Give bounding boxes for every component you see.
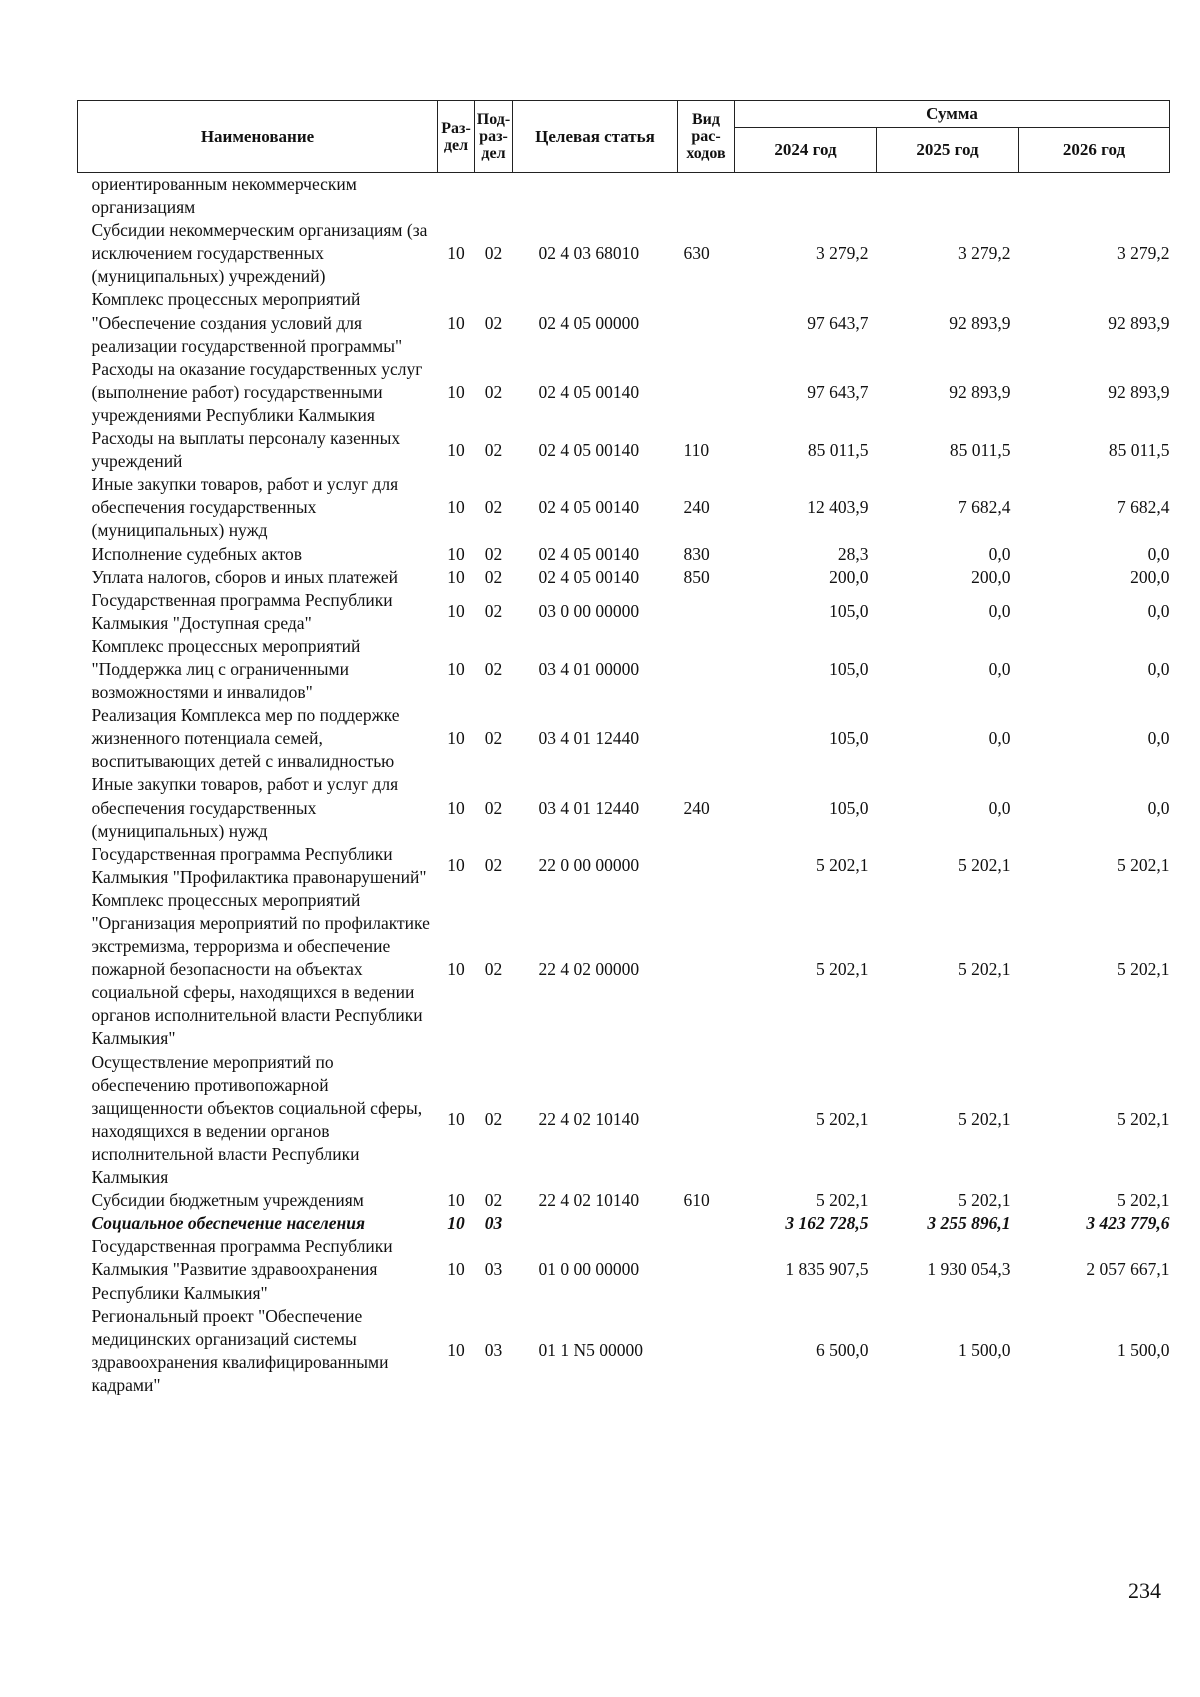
- row-name: Расходы на оказание государственных услуг (выполнение работ) государственными учреждениями Республики Калмыкия: [91, 358, 423, 425]
- row-razdel: 10: [447, 855, 465, 876]
- row-sum-2024: 85 011,5: [807, 439, 869, 460]
- table-row: [78, 635, 1170, 704]
- table-row: [78, 543, 1170, 566]
- budget-table: [77, 100, 1170, 1397]
- row-sum-2025: 0,0: [988, 601, 1011, 622]
- row-sum-2025: 0,0: [988, 728, 1011, 749]
- row-target-code: 02 4 05 00000: [538, 312, 640, 333]
- row-expense-kind: 610: [683, 1190, 710, 1211]
- row-podrazdel: [475, 173, 513, 220]
- row-sum-2026: 200,0: [1130, 566, 1170, 587]
- table-row: [78, 1212, 1170, 1235]
- table-row: [78, 358, 1170, 427]
- row-sum-2026: 0,0: [1147, 543, 1170, 564]
- header-name: Наименование: [78, 101, 438, 173]
- row-expense-kind: 630: [683, 243, 710, 264]
- row-target-code: 22 4 02 10140: [538, 1190, 640, 1211]
- table-row: [78, 889, 1170, 1051]
- row-sum-2024: 5 202,1: [816, 1190, 869, 1211]
- row-podrazdel: 02: [484, 543, 503, 564]
- table-row: [78, 773, 1170, 842]
- row-sum-2026: 5 202,1: [1117, 855, 1170, 876]
- row-razdel: 10: [447, 439, 465, 460]
- row-sum-2025: 92 893,9: [949, 312, 1011, 333]
- row-razdel: 10: [447, 312, 465, 333]
- row-sum-2026: 92 893,9: [1108, 381, 1170, 402]
- row-name: Государственная программа Республики Калмыкия "Доступная среда": [91, 589, 393, 633]
- row-expense-kind: [678, 1305, 735, 1397]
- row-podrazdel: 02: [484, 312, 503, 333]
- row-name: Региональный проект "Обеспечение медицинских организаций системы здравоохранения квалифицированными кадрами": [91, 1305, 389, 1395]
- table-row: [78, 566, 1170, 589]
- row-sum-2024: 105,0: [829, 797, 869, 818]
- header-year-2024: 2024 год: [735, 128, 877, 173]
- row-target-code: 01 1 N5 00000: [538, 1340, 644, 1361]
- row-sum-2025: 0,0: [988, 658, 1011, 679]
- row-target-code: 22 0 00 00000: [538, 855, 640, 876]
- row-sum-2024: 97 643,7: [807, 381, 869, 402]
- row-name: Комплекс процессных мероприятий "Обеспечение создания условий для реализации государственной программы": [91, 289, 403, 356]
- row-sum-2026: 85 011,5: [1108, 439, 1170, 460]
- row-sum-2026: 92 893,9: [1108, 312, 1170, 333]
- row-sum-2025: 1 930 054,3: [927, 1259, 1011, 1280]
- row-sum-2026: 3 423 779,6: [1086, 1213, 1170, 1234]
- row-sum-2024: 105,0: [829, 728, 869, 749]
- row-target-code: 02 4 05 00140: [538, 439, 640, 460]
- row-name: Осуществление мероприятий по обеспечению противопожарной защищенности объектов социальной сферы, находящихся в ведении органов исполнительной власти Республики Калмыкия: [91, 1051, 423, 1188]
- row-sum-2026: 2 057 667,1: [1086, 1259, 1170, 1280]
- table-row: [78, 1235, 1170, 1304]
- table-row: [78, 219, 1170, 288]
- row-target-code: 02 4 05 00140: [538, 381, 640, 402]
- row-razdel: 10: [447, 497, 465, 518]
- row-sum-2024: 5 202,1: [816, 1109, 869, 1130]
- row-razdel: 10: [447, 1340, 465, 1361]
- row-podrazdel: 02: [484, 728, 503, 749]
- row-razdel: 10: [447, 381, 465, 402]
- row-sum-2025: 7 682,4: [958, 497, 1011, 518]
- row-expense-kind: [678, 589, 735, 635]
- row-sum-2026: 1 500,0: [1117, 1340, 1170, 1361]
- row-sum-2024: 1 835 907,5: [785, 1259, 869, 1280]
- row-razdel: 10: [447, 1213, 465, 1234]
- row-expense-kind: [678, 358, 735, 427]
- row-name: Комплекс процессных мероприятий "Организация мероприятий по профилактике экстремизма, терроризма и обеспечение пожарной безопасности на объектах социальной сферы, находящихся в ведении органов исполнительной власти Республики Калмыкия": [91, 889, 430, 1049]
- row-name: Социальное обеспечение населения: [91, 1213, 365, 1234]
- row-podrazdel: 03: [484, 1259, 503, 1280]
- row-sum-2024: 6 500,0: [816, 1340, 869, 1361]
- row-podrazdel: 02: [484, 381, 503, 402]
- row-target-code: 22 4 02 00000: [538, 959, 640, 980]
- row-razdel: 10: [447, 658, 465, 679]
- row-target-code: 01 0 00 00000: [538, 1259, 640, 1280]
- row-expense-kind: [678, 1235, 735, 1304]
- row-target-code: 02 4 03 68010: [538, 243, 640, 264]
- table-row: [78, 288, 1170, 357]
- row-podrazdel: 02: [484, 1190, 503, 1211]
- row-sum-2026: 0,0: [1147, 797, 1170, 818]
- row-sum-2025: [877, 173, 1019, 220]
- row-expense-kind: 110: [683, 439, 710, 460]
- row-target-code: 22 4 02 10140: [538, 1109, 640, 1130]
- table-row: [78, 1189, 1170, 1212]
- table-row: [78, 589, 1170, 635]
- row-name: Субсидии некоммерческим организациям (за исключением государственных (муниципальных) учреждений): [91, 220, 428, 287]
- row-podrazdel: 02: [484, 439, 503, 460]
- row-razdel: 10: [447, 797, 465, 818]
- row-target-code: 03 4 01 12440: [538, 797, 640, 818]
- row-sum-2024: 3 162 728,5: [785, 1213, 869, 1234]
- row-expense-kind: 240: [683, 797, 710, 818]
- header-year-2025: 2025 год: [877, 128, 1019, 173]
- row-name: Комплекс процессных мероприятий "Поддержка лиц с ограниченными возможностями и инвалидов": [91, 635, 361, 703]
- row-expense-kind: 830: [683, 543, 710, 564]
- table-body: [78, 173, 1170, 1397]
- row-name: Государственная программа Республики Калмыкия "Профилактика правонарушений": [91, 843, 427, 887]
- row-name: Реализация Комплекса мер по поддержке жизненного потенциала семей, воспитывающих детей с инвалидностью: [91, 705, 400, 772]
- row-sum-2025: 5 202,1: [958, 1109, 1011, 1130]
- row-razdel: 10: [447, 243, 465, 264]
- row-sum-2024: 28,3: [837, 543, 869, 564]
- header-podrazdel: Под-раз-дел: [475, 101, 513, 173]
- row-target-code: 03 4 01 12440: [538, 728, 640, 749]
- header-razdel: Раз-дел: [438, 101, 475, 173]
- header-sum: Сумма: [735, 101, 1170, 128]
- row-podrazdel: 02: [484, 1109, 503, 1130]
- row-podrazdel: 02: [484, 497, 503, 518]
- row-podrazdel: 02: [484, 243, 503, 264]
- row-sum-2025: 92 893,9: [949, 381, 1011, 402]
- row-sum-2024: 5 202,1: [816, 959, 869, 980]
- row-razdel: [438, 173, 475, 220]
- row-target-code: [513, 1212, 678, 1235]
- row-sum-2025: 0,0: [988, 797, 1011, 818]
- row-podrazdel: 02: [484, 658, 503, 679]
- row-razdel: 10: [447, 728, 465, 749]
- row-sum-2024: 200,0: [829, 566, 869, 587]
- row-sum-2025: 200,0: [971, 566, 1011, 587]
- row-podrazdel: 02: [484, 855, 503, 876]
- row-sum-2026: 3 279,2: [1117, 243, 1170, 264]
- row-name: Иные закупки товаров, работ и услуг для обеспечения государственных (муниципальных) нужд: [91, 774, 399, 841]
- row-sum-2026: 0,0: [1147, 601, 1170, 622]
- row-expense-kind: [678, 1051, 735, 1190]
- row-podrazdel: 02: [484, 959, 503, 980]
- row-expense-kind: [678, 704, 735, 773]
- row-target-code: 02 4 05 00140: [538, 497, 640, 518]
- row-expense-kind: 240: [683, 497, 710, 518]
- row-podrazdel: 03: [484, 1340, 503, 1361]
- row-podrazdel: 02: [484, 601, 503, 622]
- row-sum-2025: 0,0: [988, 543, 1011, 564]
- table-row: [78, 1305, 1170, 1397]
- row-sum-2024: 105,0: [829, 658, 869, 679]
- row-sum-2024: 97 643,7: [807, 312, 869, 333]
- row-name: Субсидии бюджетным учреждениям: [91, 1190, 364, 1211]
- table-row: [78, 173, 1170, 220]
- row-razdel: 10: [447, 1190, 465, 1211]
- header-target: Целевая статья: [513, 101, 678, 173]
- row-sum-2026: 7 682,4: [1117, 497, 1170, 518]
- row-sum-2025: 85 011,5: [949, 439, 1011, 460]
- row-name: ориентированным некоммерческим организациям: [91, 174, 357, 218]
- row-razdel: 10: [447, 601, 465, 622]
- row-sum-2024: 12 403,9: [807, 497, 869, 518]
- row-sum-2026: 5 202,1: [1117, 959, 1170, 980]
- row-expense-kind: 850: [683, 566, 710, 587]
- row-sum-2026: 0,0: [1147, 658, 1170, 679]
- row-podrazdel: 02: [484, 797, 503, 818]
- row-sum-2025: 5 202,1: [958, 855, 1011, 876]
- header-year-2026: 2026 год: [1019, 128, 1170, 173]
- row-target-code: 03 0 00 00000: [538, 601, 640, 622]
- row-sum-2025: 3 255 896,1: [927, 1213, 1011, 1234]
- row-sum-2024: [735, 173, 877, 220]
- row-name: Уплата налогов, сборов и иных платежей: [91, 566, 398, 587]
- row-name: Государственная программа Республики Калмыкия "Развитие здравоохранения Республики Калмыкия": [91, 1236, 393, 1303]
- row-podrazdel: 02: [484, 566, 503, 587]
- row-razdel: 10: [447, 1109, 465, 1130]
- row-sum-2026: 0,0: [1147, 728, 1170, 749]
- row-name: Иные закупки товаров, работ и услуг для обеспечения государственных (муниципальных) нужд: [91, 474, 399, 541]
- row-podrazdel: 03: [484, 1213, 503, 1234]
- header-kind: Вид рас-ходов: [678, 101, 735, 173]
- row-sum-2024: 5 202,1: [816, 855, 869, 876]
- row-sum-2026: 5 202,1: [1117, 1109, 1170, 1130]
- table-header: [78, 101, 1170, 173]
- row-expense-kind: [678, 843, 735, 889]
- row-expense-kind: [678, 288, 735, 357]
- page-number: 234: [1128, 1578, 1161, 1603]
- row-target-code: [513, 173, 678, 220]
- row-expense-kind: [678, 889, 735, 1051]
- row-name: Исполнение судебных актов: [91, 543, 303, 564]
- row-sum-2025: 3 279,2: [958, 243, 1011, 264]
- table-row: [78, 1051, 1170, 1190]
- table-row: [78, 843, 1170, 889]
- row-razdel: 10: [447, 566, 465, 587]
- row-sum-2026: [1019, 173, 1170, 220]
- row-sum-2025: 1 500,0: [958, 1340, 1011, 1361]
- row-target-code: 03 4 01 00000: [538, 658, 640, 679]
- budget-page: [77, 100, 1169, 1397]
- row-sum-2025: 5 202,1: [958, 959, 1011, 980]
- row-sum-2024: 105,0: [829, 601, 869, 622]
- table-row: [78, 427, 1170, 473]
- row-sum-2026: 5 202,1: [1117, 1190, 1170, 1211]
- row-expense-kind: [678, 173, 735, 220]
- row-sum-2024: 3 279,2: [816, 243, 869, 264]
- row-target-code: 02 4 05 00140: [538, 543, 640, 564]
- table-row: [78, 704, 1170, 773]
- row-razdel: 10: [447, 543, 465, 564]
- row-expense-kind: [678, 1212, 735, 1235]
- table-row: [78, 473, 1170, 542]
- row-razdel: 10: [447, 959, 465, 980]
- row-target-code: 02 4 05 00140: [538, 566, 640, 587]
- row-expense-kind: [678, 635, 735, 704]
- row-sum-2025: 5 202,1: [958, 1190, 1011, 1211]
- row-razdel: 10: [447, 1259, 465, 1280]
- row-name: Расходы на выплаты персоналу казенных учреждений: [91, 428, 401, 472]
